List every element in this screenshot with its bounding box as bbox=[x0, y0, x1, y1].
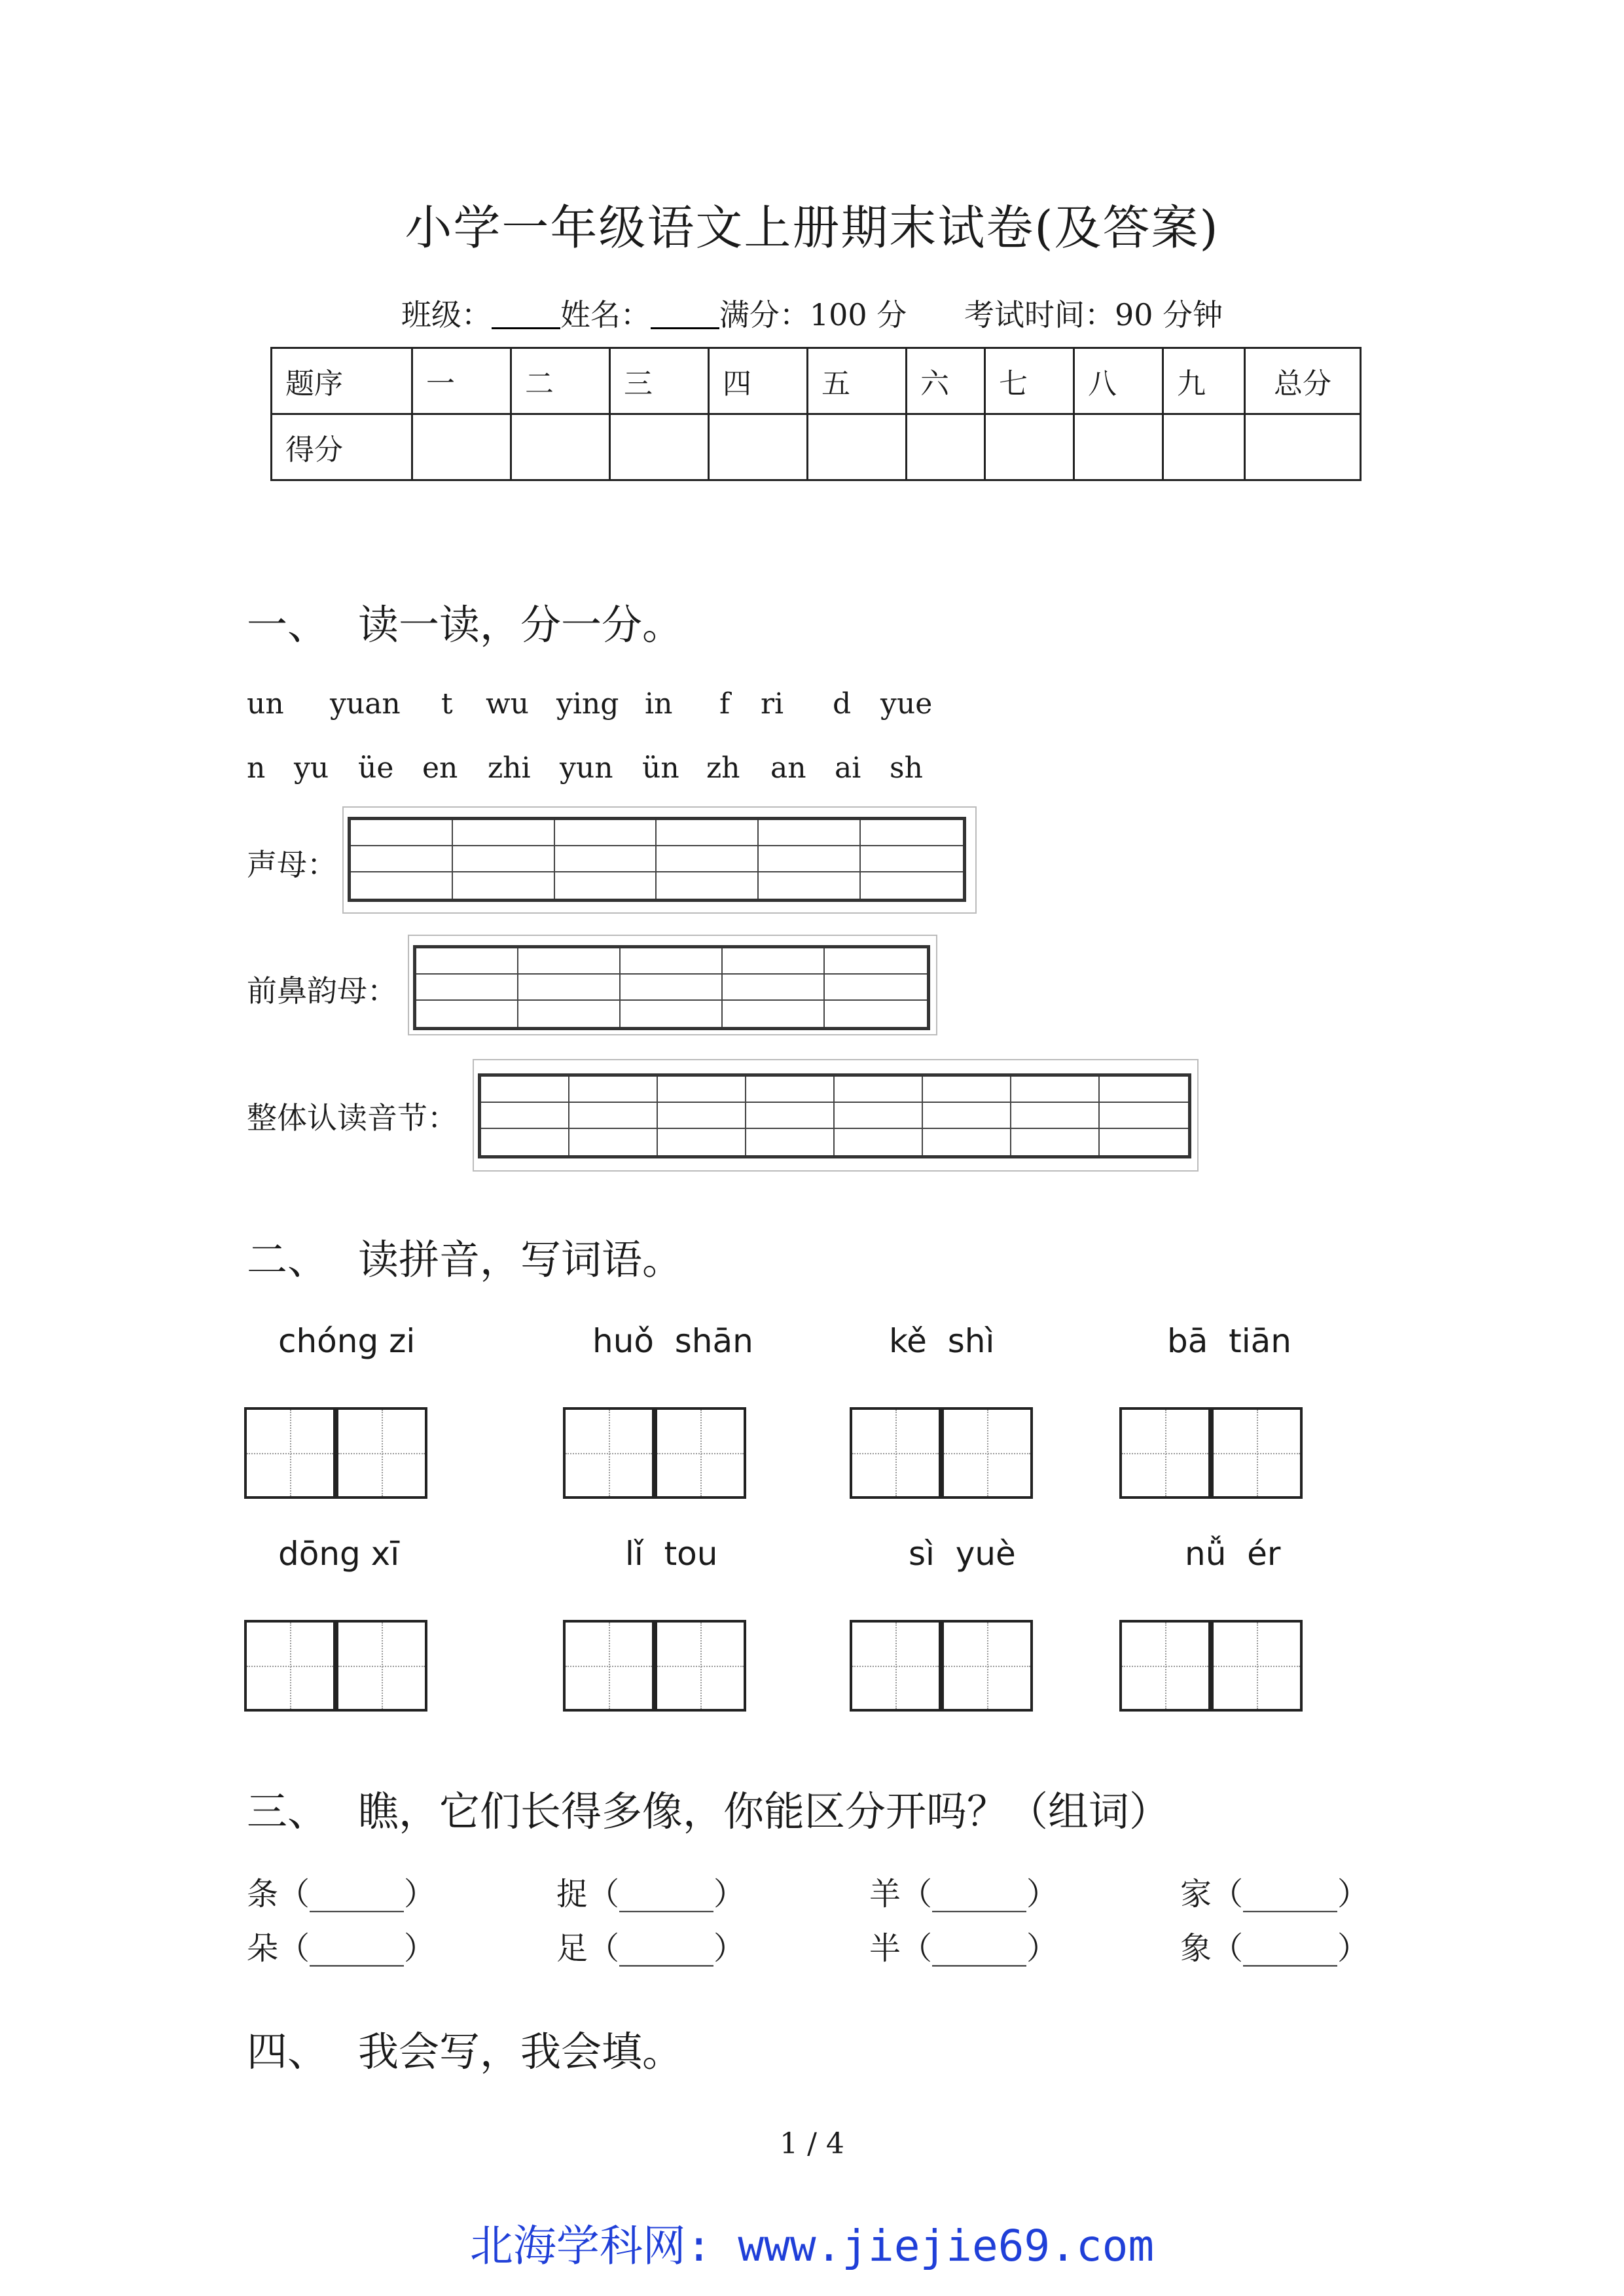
pinyin-item: n bbox=[247, 751, 266, 785]
score-cell[interactable] bbox=[907, 414, 985, 480]
pinyin-item: yue bbox=[880, 687, 933, 721]
word-group-item[interactable]: 条（______） bbox=[247, 1876, 436, 1912]
score-header-cell: 题序 bbox=[272, 348, 412, 414]
pinyin-item: f bbox=[719, 687, 731, 721]
exam-time: 考试时间：90 分钟 bbox=[964, 297, 1223, 332]
word-group-item[interactable]: 朵（______） bbox=[247, 1930, 436, 1967]
pinyin-item: zh bbox=[706, 751, 740, 785]
pinyin-item: sh bbox=[890, 751, 923, 785]
writing-box[interactable] bbox=[1211, 1407, 1303, 1499]
pinyin-item: yu bbox=[294, 751, 329, 785]
score-cell[interactable] bbox=[610, 414, 709, 480]
pinyin-item: ün bbox=[642, 751, 679, 785]
score-header-cell: 一 bbox=[412, 348, 511, 414]
word-group-item[interactable]: 羊（______） bbox=[869, 1876, 1058, 1912]
class-blank[interactable] bbox=[492, 301, 560, 329]
pinyin-item: üe bbox=[358, 751, 394, 785]
score-header-cell: 六 bbox=[907, 348, 985, 414]
score-header-cell: 三 bbox=[610, 348, 709, 414]
writing-box[interactable] bbox=[941, 1407, 1033, 1499]
pinyin-item: yuan bbox=[330, 687, 401, 721]
pinyin-word: kě shì bbox=[889, 1322, 995, 1360]
pinyin-item: ai bbox=[835, 751, 861, 785]
writing-box[interactable] bbox=[655, 1620, 746, 1712]
shengmu-grid[interactable] bbox=[348, 817, 966, 902]
section-title: 瞧，它们长得多像，你能区分开吗？（组词） bbox=[358, 1787, 1170, 1835]
section-title: 我会写，我会填。 bbox=[358, 2028, 683, 2075]
section-number: 三、 bbox=[247, 1787, 329, 1835]
section-title: 读一读，分一分。 bbox=[358, 601, 683, 649]
score-cell[interactable] bbox=[1074, 414, 1163, 480]
section-number: 一、 bbox=[247, 601, 329, 649]
score-cell[interactable] bbox=[1163, 414, 1245, 480]
score-cell[interactable] bbox=[511, 414, 610, 480]
pinyin-item: un bbox=[247, 687, 284, 721]
pinyin-item: ri bbox=[761, 687, 784, 721]
label-zhengti: 整体认读音节： bbox=[247, 1100, 458, 1136]
score-cell[interactable] bbox=[412, 414, 511, 480]
pinyin-item: ying bbox=[556, 687, 619, 721]
pinyin-item: wu bbox=[486, 687, 529, 721]
pinyin-item: d bbox=[833, 687, 852, 721]
pinyin-word: lǐ tou bbox=[625, 1535, 718, 1573]
writing-box[interactable] bbox=[850, 1620, 941, 1712]
qianbi-grid[interactable] bbox=[413, 945, 930, 1030]
label-shengmu: 声母： bbox=[247, 847, 337, 882]
writing-box[interactable] bbox=[941, 1620, 1033, 1712]
class-label: 班级： bbox=[401, 297, 492, 332]
score-cell[interactable] bbox=[808, 414, 907, 480]
page-title: 小学一年级语文上册期末试卷(及答案) bbox=[405, 200, 1219, 255]
writing-box[interactable] bbox=[1119, 1620, 1211, 1712]
pinyin-word: nǚ ér bbox=[1185, 1535, 1281, 1573]
section-number: 四、 bbox=[247, 2028, 329, 2075]
writing-box[interactable] bbox=[563, 1620, 655, 1712]
writing-box[interactable] bbox=[244, 1620, 336, 1712]
section-4-heading bbox=[247, 2019, 683, 2077]
writing-box[interactable] bbox=[1119, 1407, 1211, 1499]
writing-box[interactable] bbox=[655, 1407, 746, 1499]
pinyin-word: huǒ shān bbox=[592, 1322, 753, 1360]
score-header-cell: 九 bbox=[1163, 348, 1245, 414]
score-row-label: 得分 bbox=[272, 414, 412, 480]
section-title: 读拼音，写词语。 bbox=[358, 1236, 683, 1283]
score-header-cell: 七 bbox=[985, 348, 1074, 414]
footer-website[interactable]: 北海学科网: www.jiejie69.com bbox=[469, 2221, 1155, 2271]
writing-box[interactable] bbox=[563, 1407, 655, 1499]
writing-box[interactable] bbox=[244, 1407, 336, 1499]
section-3-heading bbox=[247, 1779, 1170, 1837]
full-score: 满分：100 分 bbox=[719, 297, 907, 332]
score-header-cell: 二 bbox=[511, 348, 610, 414]
score-table-header-row bbox=[272, 348, 1361, 414]
writing-box[interactable] bbox=[336, 1407, 427, 1499]
exam-info-line bbox=[0, 291, 1624, 334]
pinyin-item: an bbox=[770, 751, 806, 785]
pinyin-word: chóng zi bbox=[278, 1322, 416, 1360]
word-group-item[interactable]: 足（______） bbox=[556, 1930, 746, 1967]
pinyin-item: en bbox=[422, 751, 458, 785]
writing-box[interactable] bbox=[336, 1620, 427, 1712]
pinyin-word: bā tiān bbox=[1167, 1322, 1291, 1360]
score-header-cell: 五 bbox=[808, 348, 907, 414]
score-cell[interactable] bbox=[709, 414, 808, 480]
word-group-item[interactable]: 象（______） bbox=[1180, 1930, 1369, 1967]
score-header-cell: 四 bbox=[709, 348, 808, 414]
score-header-cell: 总分 bbox=[1245, 348, 1361, 414]
score-table bbox=[270, 347, 1362, 481]
writing-box[interactable] bbox=[850, 1407, 941, 1499]
label-qianbi: 前鼻韵母： bbox=[247, 973, 397, 1009]
writing-box[interactable] bbox=[1211, 1620, 1303, 1712]
word-group-item[interactable]: 捉（______） bbox=[556, 1876, 746, 1912]
pinyin-item: in bbox=[645, 687, 673, 721]
score-header-cell: 八 bbox=[1074, 348, 1163, 414]
pinyin-row-2 bbox=[247, 751, 1163, 791]
pinyin-word: sì yuè bbox=[909, 1535, 1016, 1573]
section-1-heading bbox=[247, 592, 683, 651]
shengmu-answer-box bbox=[342, 806, 977, 914]
zhengti-grid[interactable] bbox=[478, 1073, 1191, 1158]
word-group-item[interactable]: 半（______） bbox=[869, 1930, 1058, 1967]
word-group-item[interactable]: 家（______） bbox=[1180, 1876, 1369, 1912]
score-cell[interactable] bbox=[1245, 414, 1361, 480]
pinyin-row-1 bbox=[247, 687, 1163, 726]
page-number: 1 / 4 bbox=[780, 2127, 844, 2161]
zhengti-answer-box bbox=[473, 1059, 1199, 1172]
section-2-heading bbox=[247, 1227, 683, 1285]
score-cell[interactable] bbox=[985, 414, 1074, 480]
pinyin-item: zhi bbox=[488, 751, 531, 785]
name-label: 姓名： bbox=[560, 297, 651, 332]
section-number: 二、 bbox=[247, 1236, 329, 1283]
score-table-score-row bbox=[272, 414, 1361, 480]
pinyin-word: dōng xī bbox=[278, 1535, 400, 1573]
qianbi-answer-box bbox=[408, 935, 937, 1035]
name-blank[interactable] bbox=[651, 301, 719, 329]
pinyin-item: t bbox=[441, 687, 453, 721]
pinyin-item: yun bbox=[560, 751, 613, 785]
